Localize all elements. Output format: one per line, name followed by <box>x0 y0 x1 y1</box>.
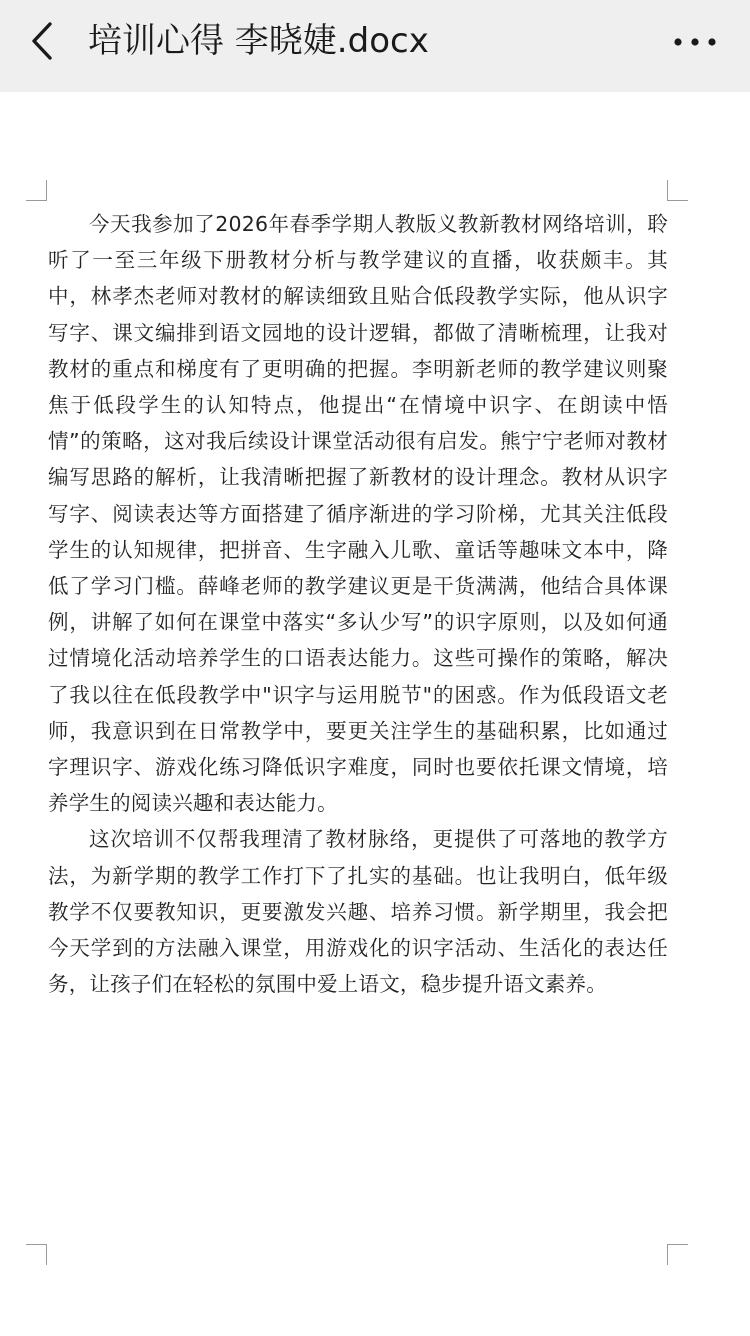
margin-corner-top-right <box>667 180 688 201</box>
document-title: 培训心得 李晓婕.docx <box>88 21 429 61</box>
paragraph-2: 这次培训不仅帮我理清了教材脉络，更提供了可落地的教学方法，为新学期的教学工作打下了扎实的基础。也让我明白，低年级教学不仅要教知识，更要激发兴趣、培养习惯。新学期里，我会把今天学到的方法融入课堂，用游戏化的识字活动、生活化的表达任务，让孩子们在轻松的氛围中爱上语文，稳步提升语文素养。 <box>48 827 668 997</box>
paragraph-1: 今天我参加了2026年春季学期人教版义教新教材网络培训，聆听了一至三年级下册教材分析与教学建议的直播，收获颇丰。其中，林孝杰老师对教材的解读细致且贴合低段教学实际，他从识字写字、课文编排到语文园地的设计逻辑，都做了清晰梳理，让我对教材的重点和梯度有了更明确的把握。李明新老师的教学建议则聚焦于低段学生的认知特点，他提出“在情境中识字、在朗读中悟情”的策略，这对我后续设计课堂活动很有启发。熊宁宁老师对教材编写思路的解析，让我清晰把握了新教材的设计理念。教材从识字写字、阅读表达等方面搭建了循序渐进的学习阶梯，尤其关注低段学生的认知规律，把拼音、生字融入儿歌、童话等趣味文本中，降低了学习门槛。薛峰老师的教学建议更是干货满满，他结合具体课例，讲解了如何在课堂中落实“多认少写”的识字原则，以及如何通过情境化活动培养学生的口语表达能力。这些可操作的策略，解决了我以往在低段教学中"识字与运用脱节"的困惑。作为低段语文老师，我意识到在日常教学中，要更关注学生的基础积累，比如通过字理识字、游戏化练习降低识字难度，同时也要依托课文情境，培养学生的阅读兴趣和表达能力。 <box>48 212 668 816</box>
margin-corner-top-left <box>26 180 47 201</box>
margin-corner-bottom-left <box>26 1244 47 1265</box>
chevron-left-icon <box>18 14 72 68</box>
more-button[interactable] <box>670 22 720 62</box>
document-page[interactable] <box>0 92 750 1336</box>
document-body <box>48 206 668 1002</box>
back-button[interactable] <box>18 14 72 68</box>
more-horizontal-icon <box>670 22 720 62</box>
margin-corner-bottom-right <box>667 1244 688 1265</box>
top-bar <box>0 0 750 92</box>
